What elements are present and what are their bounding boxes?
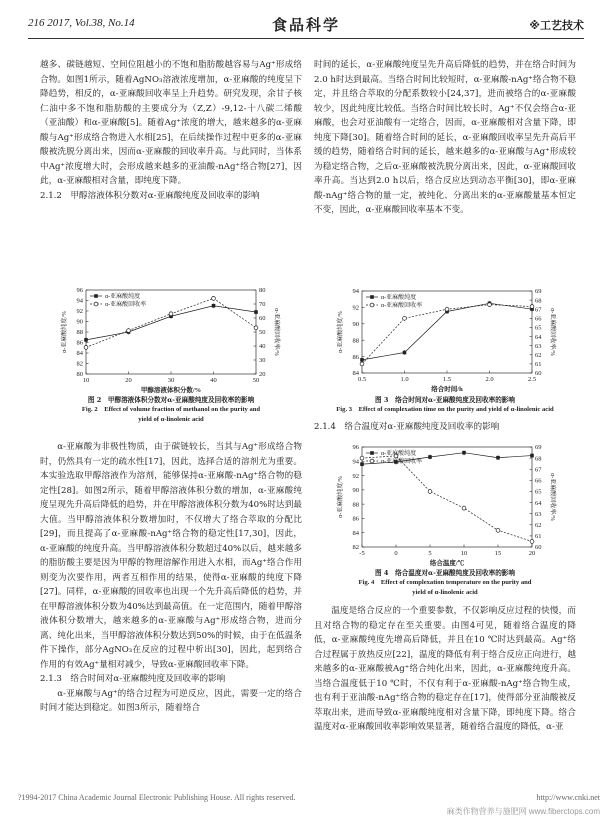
y-left-tick-label: 86 [352,515,359,523]
x-axis-label: 络合温度/℃ [429,560,465,567]
series-line [362,456,532,542]
y-right-axis-label: α-亚麻酸回收率/% [549,473,555,521]
data-point-circle [428,490,432,494]
x-tick-label: 0.5 [357,376,367,383]
section-heading: 2.1.3 络合时间对α-亚麻酸纯度及回收率的影响 [40,674,226,684]
data-point-circle [169,312,173,316]
caption-cn: 图 2 甲醇溶液体积分数对α-亚麻酸纯度及回收率的影响 [87,396,255,404]
data-point-circle [488,303,492,307]
legend-label: α-亚麻酸纯度 [105,294,141,301]
x-tick-label: 5 [428,550,432,557]
section-heading: 2.1.2 甲醇溶液体积分数对α-亚麻酸纯度及回收率的影响 [40,190,260,201]
y-left-tick-label: 84 [352,529,359,537]
x-tick-label: 2.5 [527,376,537,383]
x-tick-label: 0 [394,550,398,557]
data-point-circle [530,305,534,309]
x-tick-label: 10 [460,550,468,557]
y-right-tick-label: 64 [535,499,542,507]
data-point-circle [212,297,216,301]
y-right-tick-label: 60 [259,315,266,323]
right-column-heading [314,420,576,435]
data-point-square [360,462,364,466]
footer-url: http://www.cnki.net [536,793,600,802]
y-right-tick-label: 61 [535,361,542,369]
data-point-square [462,451,466,455]
y-left-tick-label: 90 [352,487,359,495]
data-point-circle [445,307,449,311]
y-right-tick-label: 20 [259,371,266,379]
x-tick-label: -5 [359,550,365,557]
y-left-axis-label: α-亚麻酸纯度/% [338,476,344,518]
paragraph: 越多、碳链越短、空间位阻越小的不饱和脂肪酸越容易与Ag⁺形成络合物。如图1所示，随着AgNO₃溶液浓度增加，α-亚麻酸的纯度呈下降趋势，相反的，α-亚麻酸回收率呈上升趋势。研究发现，余甘子核仁油中多不饱和脂肪酸的主要成分为（Z,Z）-9,12-十八碳二烯酸（亚油酸）和α-亚麻酸[5]。随着Ag⁺浓度的增大，越来越多的α-亚麻酸与Ag⁺形成络合物进入水相[25]，在后续操作过程中更多的α-亚麻酸被洗脱分离出来，因而α-亚麻酸的回收率升高。与此同时，当体系中Ag⁺浓度增大时，会形成越来越多的亚油酸-nAg⁺络合物[27]，因此，α-亚麻酸相对含量，即纯度下降。 [40,60,302,186]
figure-4-chart [326,441,566,567]
y-right-tick-label: 70 [259,301,266,309]
y-right-tick-label: 69 [535,288,542,296]
legend-marker-square [370,295,374,299]
y-left-tick-label: 82 [352,544,359,552]
page-header [28,14,584,36]
y-left-tick-label: 90 [352,321,359,328]
y-right-tick-label: 30 [259,357,266,365]
section-label: ※工艺技术 [529,19,584,32]
y-right-axis-label: α-亚麻酸回收率/% [549,308,555,356]
data-point-circle [360,362,364,366]
y-left-tick-label: 84 [76,350,83,358]
y-right-tick-label: 62 [535,521,542,529]
y-left-tick-label: 96 [352,444,359,452]
legend-label: α-亚麻酸纯度 [381,451,417,458]
data-point-square [403,351,407,355]
caption-en: Fig. 3 Effect of complexation time on the purity and yield of α-linolenic acid [336,406,554,413]
y-left-tick-label: 82 [76,360,83,368]
data-point-square [212,304,216,308]
y-left-tick-label: 90 [76,318,83,326]
y-right-tick-label: 69 [535,444,542,452]
y-right-tick-label: 65 [535,324,542,332]
data-point-square [360,358,364,362]
legend-label: α-亚麻酸回收率 [381,459,423,466]
section-heading: 2.1.4 络合温度对α-亚麻酸纯度及回收率的影响 [314,422,500,432]
legend-marker-circle [370,303,374,307]
figure-2-chart [50,284,290,394]
caption-cn: 图 4 络合温度对α-亚麻酸纯度及回收率的影响 [375,569,515,577]
left-column-top [40,58,302,203]
legend-label: α-亚麻酸纯度 [381,295,417,302]
page-number: 216 2017, Vol.38, No.14 [28,17,135,29]
y-left-tick-label: 88 [352,337,359,345]
x-tick-label: 1.5 [442,376,452,383]
y-right-axis-label: α-亚麻酸回收率/% [273,308,279,356]
data-point-square [428,455,432,459]
y-left-tick-label: 88 [76,329,83,337]
data-point-circle [530,540,534,544]
legend-marker-square [370,451,374,455]
x-tick-label: 20 [528,550,536,557]
y-right-tick-label: 66 [535,477,542,485]
y-right-tick-label: 67 [535,306,542,314]
right-column-top [314,58,576,218]
y-left-tick-label: 86 [352,353,359,361]
y-right-tick-label: 63 [535,510,542,518]
y-left-axis-label: α-亚麻酸纯度/% [62,311,68,353]
y-right-tick-label: 66 [535,315,542,323]
paragraph: α-亚麻酸为非极性物质，由于碳链较长，当其与Ag⁺形成络合物时，仍然具有一定的疏水性[17]，因此，选择合适的溶剂尤为重要。本实验选取甲醇溶液作为溶剂，能够保持α-亚麻酸-nAg⁺络合物的稳定性[28]。如图2所示，随着甲醇溶液体积分数的增加，α-亚麻酸纯度呈现先升高后降低的趋势，并在甲醇溶液体积分数为40%时达到最大值。当甲醇溶液体积分数增加时，不仅增大了络合萃取的分配比[29]，而且提高了α-亚麻酸-nAg⁺络合物的稳定性[17,30]，因此，α-亚麻酸的纯度升高。当甲醇溶液体积分数超过40%以后，越来越多的脂肪酸主要是因为甲醇的物理溶解作用进入水相，而Ag⁺络合作用则变为次要作用，两者互相作用的结果，使得α-亚麻酸的纯度下降[27]。同样，α-亚麻酸的回收率也出现一个先升高后降低的趋势，并在甲醇溶液体积分数为40%达到最高值。在一定范围内，随着甲醇溶液体积分数增大，越来越多的α-亚麻酸与Ag⁺形成络合物，进而分离、纯化出来，当甲醇溶液体积分数达到50%的时候，由于在低温条件下操作，部分AgNO₃在反应的过程中析出[30]，因此，起到络合作用的有效Ag⁺量相对减少，导致α-亚麻酸回收率下降。 [40,442,302,670]
y-left-tick-label: 92 [352,472,359,480]
y-left-tick-label: 92 [352,304,359,312]
copyright-footer: ?1994-2017 China Academic Journal Electronic Publishing House. All rights reserved. [18,793,296,802]
x-tick-label: 15 [494,550,502,557]
series-line [86,306,256,340]
data-point-circle [254,326,258,330]
data-point-circle [360,456,364,460]
y-left-tick-label: 86 [76,339,83,347]
header-rule [28,38,584,39]
y-right-tick-label: 62 [535,351,542,359]
caption-en: Fig. 4 Effect of complexation temperature on the purity and [358,579,532,586]
left-column-bottom [40,440,302,716]
caption-en-2: yield of α-linolenic acid [412,589,478,596]
x-tick-label: 40 [210,377,217,384]
paragraph: 温度是络合反应的一个重要参数，不仅影响反应过程的快慢，而且对络合物的稳定存在至关重要。由图4可见，随着络合温度的降低，α-亚麻酸纯度先增高后降低，并且在10 ℃时达到最高。Ag⁺络合过程属于放热反应[22]，温度的降低有利于络合反应正向进行，越来越多的α-亚麻酸被Ag⁺络合纯化出来，因此，α-亚麻酸纯度升高。当络合温度低于10 ℃时，不仅有利于α-亚麻酸-nAg⁺络合物生成，也有利于亚油酸-nAg⁺络合物的稳定存在[17]，使得部分亚油酸被反萃取出来，进而导致α-亚麻酸纯度相对含量下降，即纯度下降。络合温度对α-亚麻酸回收率影响效果显著，随着络合温度的降低，α-亚 [314,606,576,732]
y-left-axis-label: α-亚麻酸纯度/% [338,311,344,353]
watermark: 麻类作物营养与施肥网 www.fiberctops.com [446,807,600,816]
figure-3-caption [314,395,576,415]
y-right-tick-label: 68 [535,455,542,463]
data-point-circle [403,316,407,320]
legend-marker-circle [94,302,98,306]
legend-label: α-亚麻酸回收率 [105,302,147,309]
x-tick-label: 50 [252,377,260,384]
y-right-tick-label: 65 [535,488,542,496]
y-left-tick-label: 80 [76,371,83,379]
paragraph: 时间的延长，α-亚麻酸纯度呈先升高后降低的趋势，并在络合时间为2.0 h时达到最高。当络合时间比较短时，α-亚麻酸-nAg⁺络合物不稳定，并且络合萃取的分配系数较小[24,37]，进而被络合的α-亚麻酸较少，因此纯度比较低。当络合时间比较长时，Ag⁺不仅会络合α-亚麻酸，也会对亚油酸有一定络合，因而，α-亚麻酸相对含量下降，即纯度下降[30]。随着络合时间的延长，α-亚麻酸回收率呈先升高后平缓的趋势，随着络合时间的延长，越来越多的α-亚麻酸与Ag⁺形成较为稳定络合物，之后α-亚麻酸被洗脱分离出来，因此，α-亚麻酸回收率升高。当达到2.0 h以后，络合反应达到动态平衡[30]，即α-亚麻酸-nAg⁺络合物的量一定，被纯化、分离出来的α-亚麻酸量基本恒定不变，因此，α-亚麻酸回收率基本不变。 [314,60,576,215]
y-right-tick-label: 40 [259,343,266,351]
figure-3-chart [326,285,566,393]
x-tick-label: 20 [125,377,132,384]
x-tick-label: 30 [167,377,175,384]
x-axis-label: 甲醇溶液体积分数/% [140,387,202,394]
y-right-tick-label: 80 [259,287,266,295]
x-tick-label: 1.0 [400,376,409,383]
legend-marker-circle [370,459,374,463]
y-right-tick-label: 50 [259,329,266,337]
legend-marker-square [94,294,98,298]
data-point-square [496,456,500,460]
legend-label: α-亚麻酸回收率 [381,303,423,310]
data-point-circle [496,528,500,532]
figure-4-caption [314,568,576,598]
y-right-tick-label: 61 [535,533,542,541]
data-point-square [254,310,258,314]
data-point-square [530,454,534,458]
y-left-tick-label: 96 [76,287,83,295]
x-axis-label: 络合时间/h [431,386,463,393]
data-point-square [84,338,88,342]
data-point-circle [462,506,466,510]
y-right-tick-label: 68 [535,297,542,305]
y-right-tick-label: 60 [535,544,542,552]
caption-en: Fig. 2 Effect of volume fraction of methanol on the purity and [81,406,261,413]
y-left-tick-label: 88 [352,501,359,509]
caption-cn: 图 3 络合时间对α-亚麻酸纯度及回收率的影响 [375,396,515,404]
data-point-circle [84,346,88,350]
y-left-tick-label: 92 [76,308,83,316]
caption-en-2: yield of α-linolenic acid [138,416,204,423]
y-left-tick-label: 94 [352,458,359,466]
y-right-tick-label: 64 [535,333,542,341]
right-column-bottom [314,604,576,735]
figure-2-caption [40,395,302,425]
x-tick-label: 2.0 [485,376,494,383]
y-left-tick-label: 84 [352,370,359,378]
x-tick-label: 10 [82,377,90,384]
paragraph: α-亚麻酸与Ag⁺的络合过程为可逆反应，因此，需要一定的络合时间才能达到稳定。如图3所示，随着络合 [40,688,302,713]
journal-title: 食品科学 [271,16,340,34]
y-left-tick-label: 94 [76,297,83,305]
y-right-tick-label: 67 [535,466,542,474]
y-right-tick-label: 60 [535,370,542,378]
y-left-tick-label: 94 [352,288,359,296]
y-right-tick-label: 63 [535,342,542,350]
data-point-circle [127,329,131,333]
